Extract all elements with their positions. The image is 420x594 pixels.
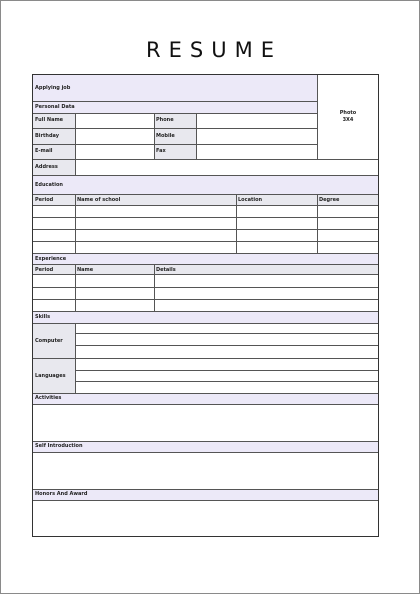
education-section-label: Education — [35, 182, 63, 188]
divider — [236, 194, 237, 253]
divider — [33, 175, 378, 176]
divider — [33, 393, 378, 394]
divider — [33, 274, 378, 275]
self-introduction-band — [33, 441, 378, 452]
divider — [33, 358, 378, 359]
activities-section-label: Activities — [35, 395, 62, 401]
divider — [33, 299, 378, 300]
experience-details-header: Details — [156, 267, 176, 273]
divider — [33, 287, 378, 288]
experience-name-header: Name — [77, 267, 94, 273]
honors-section-label: Honors And Award — [35, 491, 88, 497]
divider — [154, 264, 155, 311]
divider — [317, 194, 318, 253]
divider — [33, 264, 378, 265]
fax-label: Fax — [156, 148, 166, 154]
experience-period-header: Period — [35, 267, 54, 273]
divider — [75, 345, 378, 346]
divider — [33, 194, 378, 195]
divider — [196, 113, 197, 159]
skills-band — [33, 311, 378, 323]
resume-form — [32, 74, 379, 537]
self-introduction-section-label: Self Introduction — [35, 443, 83, 449]
applying-job-band — [33, 75, 317, 101]
birthday-label: Birthday — [35, 133, 59, 139]
phone-label: Phone — [156, 117, 174, 123]
divider — [33, 217, 378, 218]
divider — [33, 404, 378, 405]
divider — [154, 113, 155, 159]
divider — [33, 253, 378, 254]
divider — [33, 311, 378, 312]
personal-data-band — [33, 101, 317, 113]
experience-band — [33, 253, 378, 264]
education-band — [33, 175, 378, 194]
computer-skills-label: Computer — [35, 338, 63, 344]
divider — [33, 229, 378, 230]
experience-section-label: Experience — [35, 256, 67, 262]
languages-skills-label: Languages — [35, 373, 66, 379]
divider — [33, 205, 378, 206]
divider — [75, 381, 378, 382]
address-label: Address — [35, 164, 58, 170]
divider — [33, 441, 378, 442]
email-label: E-mail — [35, 148, 53, 154]
applying-job-label: Applying job — [35, 85, 71, 91]
divider — [33, 452, 378, 453]
divider — [75, 333, 378, 334]
photo-size-label: 3X4 — [342, 117, 354, 123]
activities-band — [33, 393, 378, 404]
education-school-header: Name of school — [77, 197, 121, 203]
full-name-label: Full Name — [35, 117, 64, 123]
divider — [33, 489, 378, 490]
divider — [33, 241, 378, 242]
personal-data-label: Personal Data — [35, 104, 75, 110]
divider — [33, 500, 378, 501]
page-title: RESUME — [146, 38, 282, 62]
education-location-header: Location — [238, 197, 263, 203]
divider — [75, 323, 76, 393]
divider — [33, 101, 317, 102]
education-degree-header: Degree — [319, 197, 340, 203]
mobile-label: Mobile — [156, 133, 175, 139]
skills-section-label: Skills — [35, 314, 51, 320]
divider — [75, 370, 378, 371]
divider — [75, 113, 76, 175]
photo-label: Photo — [339, 110, 357, 116]
education-period-header: Period — [35, 197, 54, 203]
divider — [75, 194, 76, 253]
divider — [75, 264, 76, 311]
divider — [33, 323, 378, 324]
divider — [33, 159, 378, 160]
